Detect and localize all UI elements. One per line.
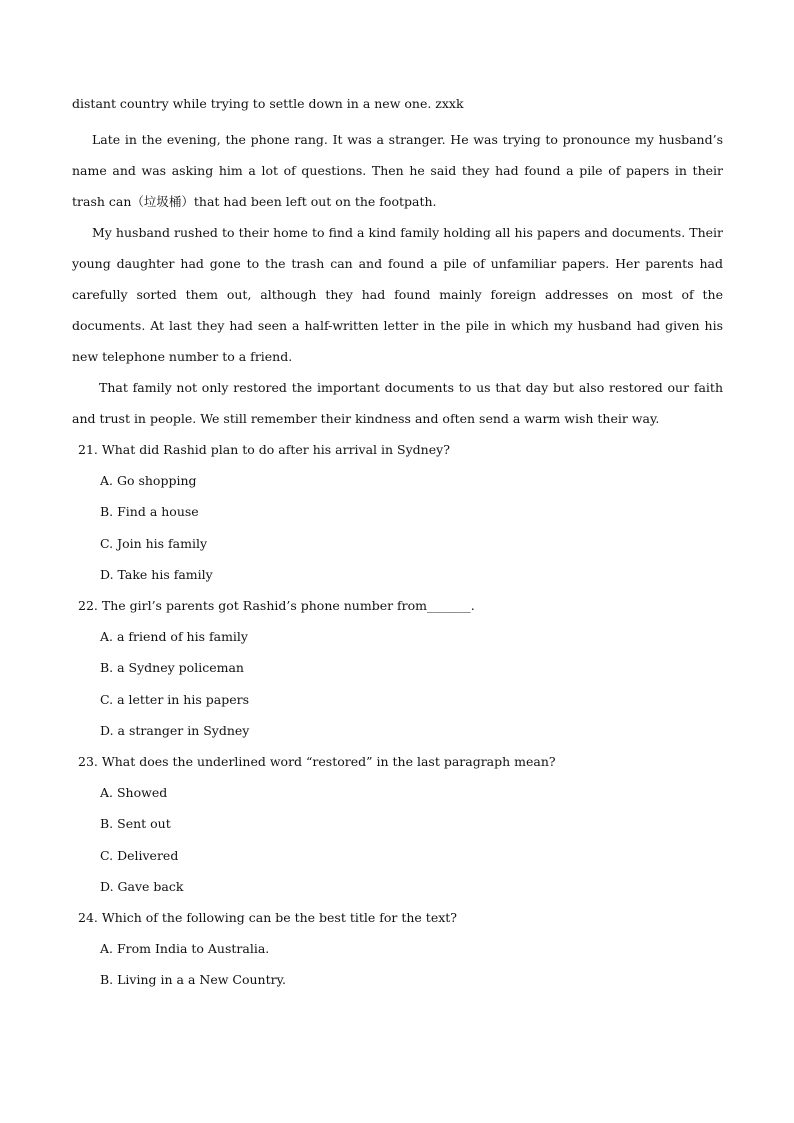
option-d: D. Gave back <box>100 878 184 894</box>
document-body <box>72 94 723 996</box>
option-b: B. Sent out <box>100 816 171 832</box>
option-b: B. Living in a a New Country. <box>100 972 286 988</box>
option-a: A. a friend of his family <box>100 629 248 645</box>
question-21 <box>72 434 723 590</box>
question-22 <box>72 590 723 746</box>
passage-paragraph-1: Late in the evening, the phone rang. It was a stranger. He was trying to pronounce my husband’s name and was asking him a lot of questions. Then he said they had found a pile of papers in their trash can（垃圾桶）that had been left out on the footpath. <box>72 132 723 209</box>
passage-continuation: distant country while trying to settle down in a new one. zxxk <box>72 96 464 111</box>
question-24 <box>72 902 723 996</box>
question-23 <box>72 746 723 902</box>
question-stem: 21. What did Rashid plan to do after his arrival in Sydney? <box>78 442 450 457</box>
option-c: C. Delivered <box>100 847 179 863</box>
option-b: B. Find a house <box>100 504 199 520</box>
option-c: C. Join his family <box>100 535 208 551</box>
option-a: A. Go shopping <box>100 473 197 489</box>
passage-paragraph-3: That family not only restored the important documents to us that day but also restored our faith and trust in people. We still remember their kindness and often send a warm wish their way. <box>72 380 723 426</box>
option-d: D. Take his family <box>100 566 213 582</box>
option-d: D. a stranger in Sydney <box>100 722 250 738</box>
option-c: C. a letter in his papers <box>100 691 249 707</box>
question-stem: 24. Which of the following can be the best title for the text? <box>78 910 457 926</box>
question-stem: 23. What does the underlined word “restored” in the last paragraph mean? <box>78 754 556 770</box>
option-a: A. Showed <box>100 785 168 801</box>
question-stem: 22. The girl’s parents got Rashid’s phone number from_______. <box>78 598 475 614</box>
option-a: A. From India to Australia. <box>100 941 270 957</box>
passage-paragraph-2: My husband rushed to their home to find a kind family holding all his papers and documents. Their young daughter had gone to the trash can and found a pile of unfamiliar papers. Her parents had carefully sorted them out, although they had found mainly foreign addresses on most of the documents. At last they had seen a half-written letter in the pile in which my husband had given his new telephone number to a friend. <box>72 225 723 364</box>
option-b: B. a Sydney policeman <box>100 660 244 676</box>
